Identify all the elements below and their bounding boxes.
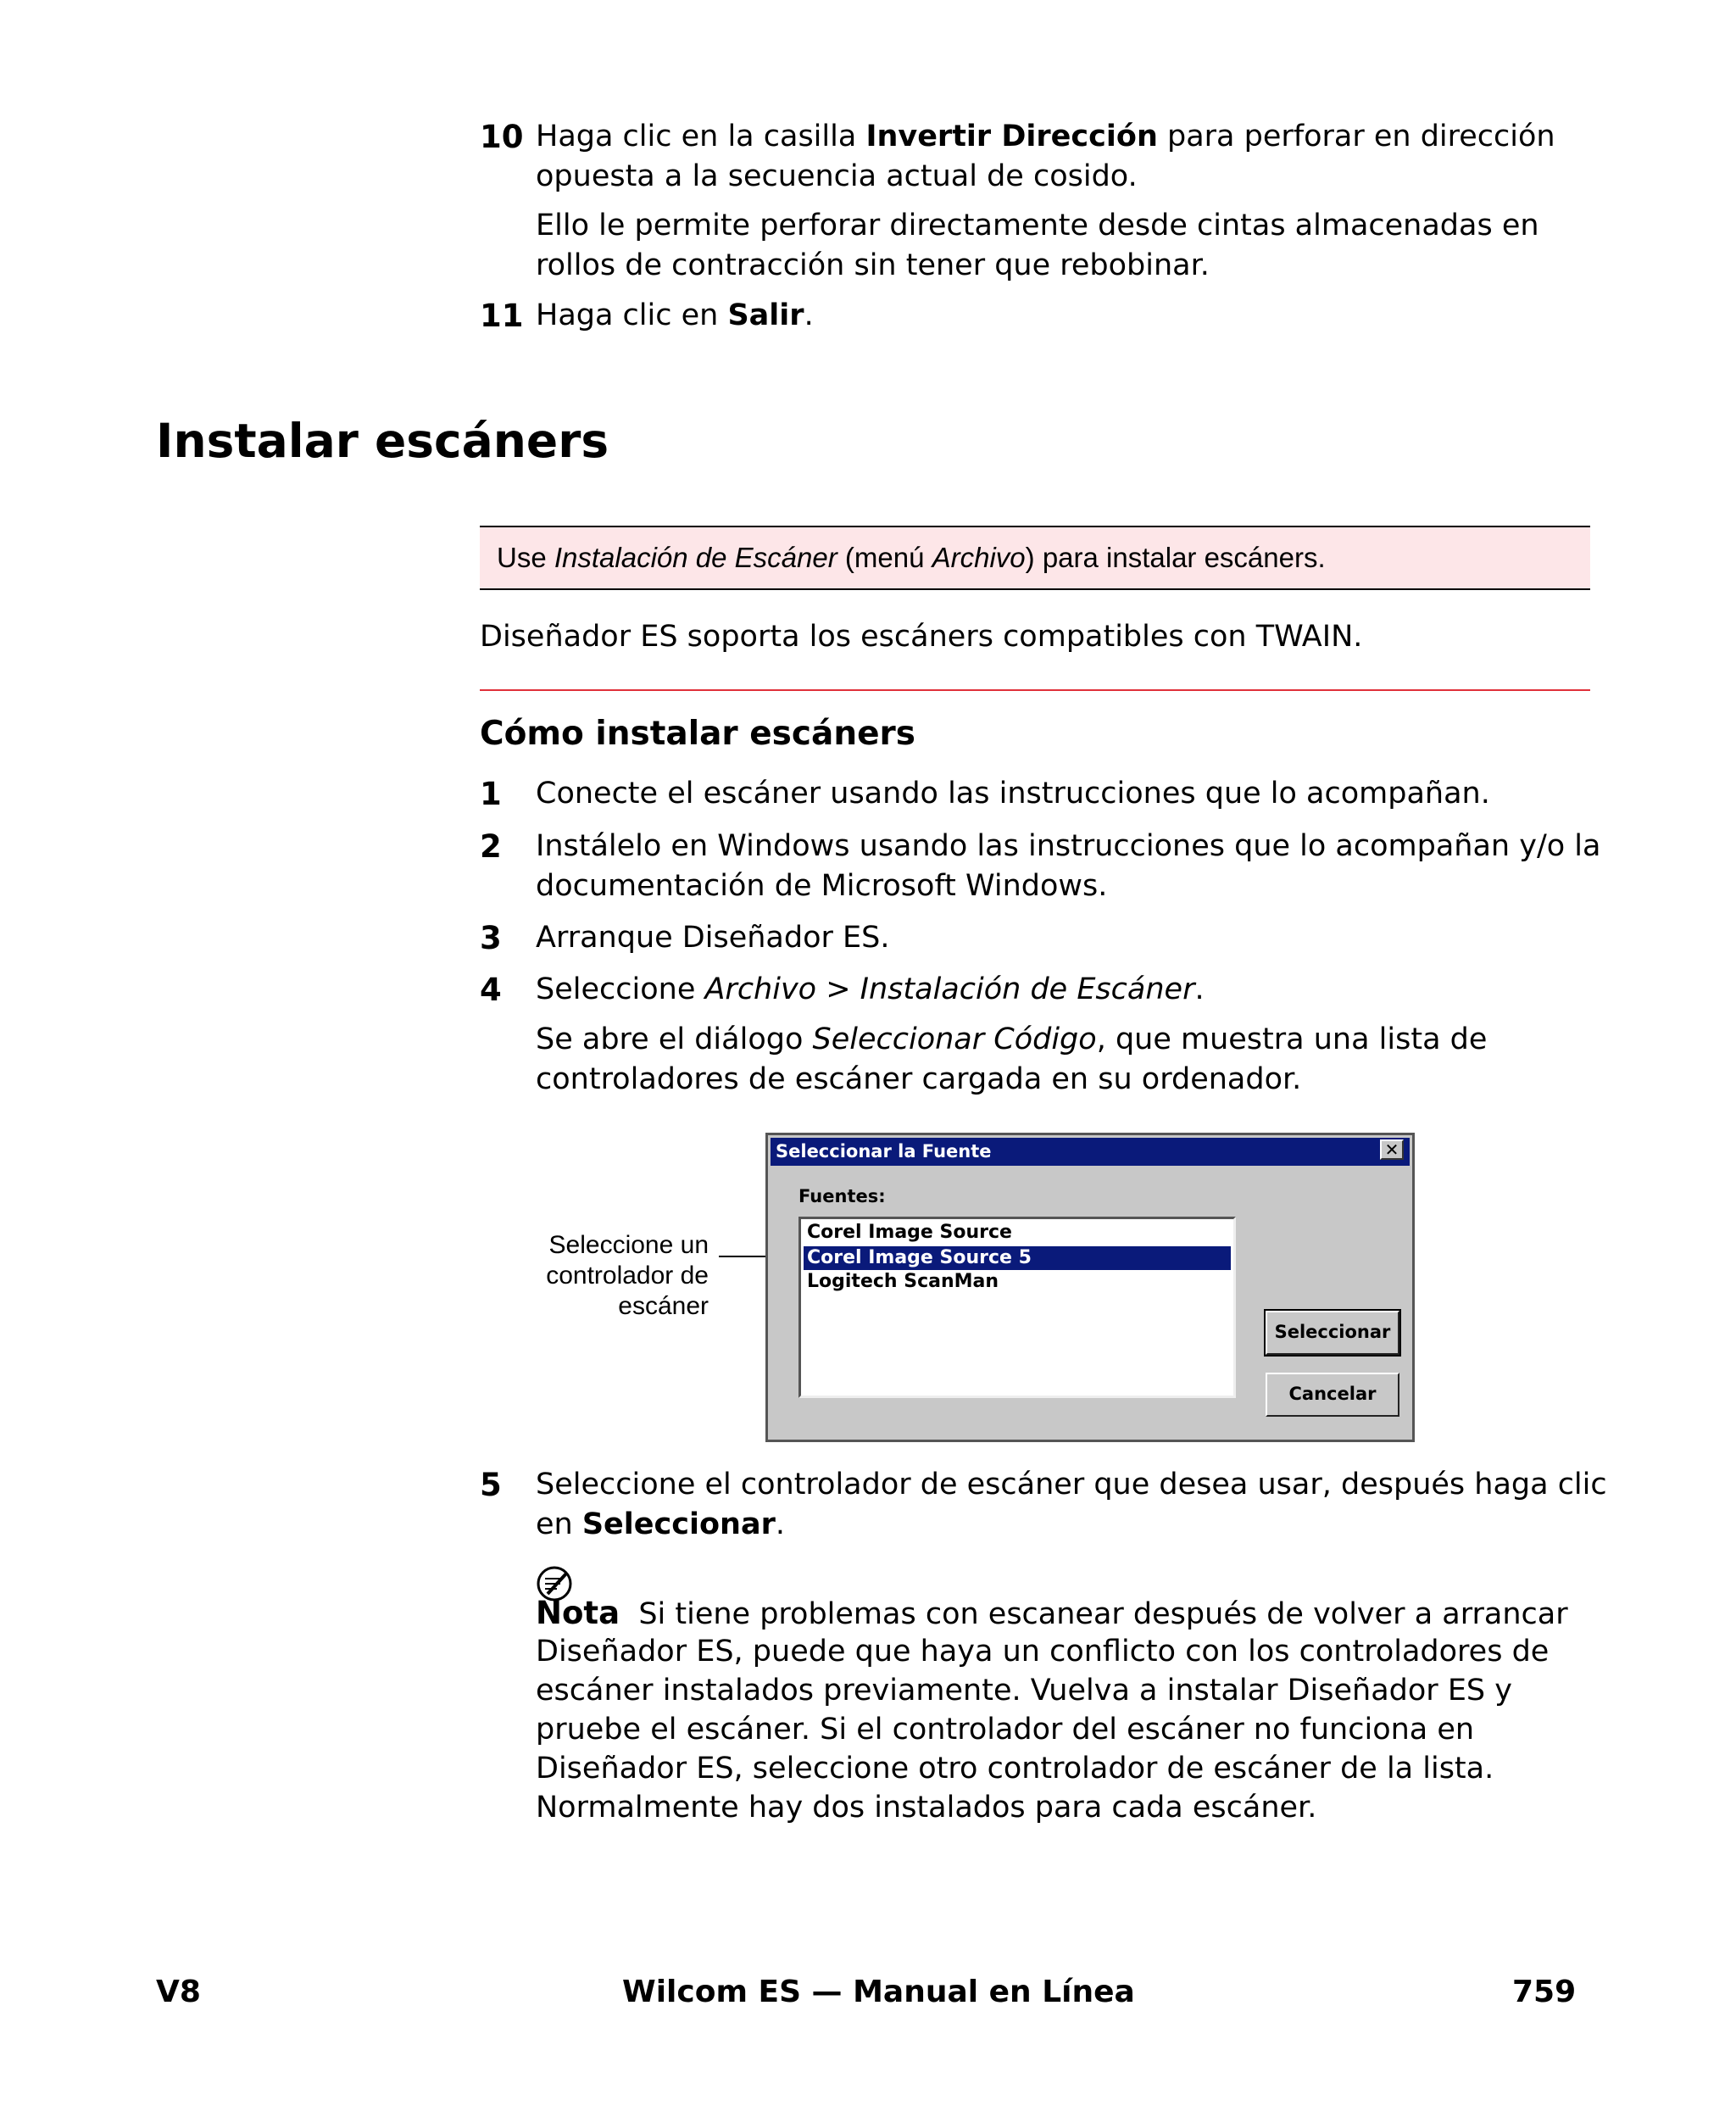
sources-listbox[interactable]: [798, 1217, 1236, 1398]
step-number: 4: [480, 972, 502, 1008]
note-text: pruebe el escáner. Si el controlador del escáner no funciona en: [536, 1713, 1475, 1747]
sources-label: Fuentes:: [798, 1186, 886, 1206]
step-number: 3: [480, 920, 502, 956]
note-text: Diseñador ES, puede que haya un conflicto con los controladores de: [536, 1635, 1550, 1669]
footer-page-number: 759: [1512, 1975, 1577, 2009]
intro-text: Diseñador ES soporta los escáners compatibles con TWAIN.: [480, 620, 1363, 654]
paragraph: controladores de escáner cargada en su ordenador.: [536, 1062, 1302, 1096]
step-number: 10: [480, 119, 524, 155]
dialog-title: Seleccionar la Fuente: [776, 1141, 992, 1162]
note-text: Nota Si tiene problemas con escanear después de volver a arrancar: [536, 1595, 1568, 1631]
select-button[interactable]: Seleccionar: [1266, 1311, 1399, 1355]
figure-caption: Seleccione un controlador de escáner: [546, 1231, 709, 1320]
step-text: documentación de Microsoft Windows.: [536, 869, 1108, 903]
step-text: Instálelo en Windows usando las instrucciones que lo acompañan y/o la: [536, 829, 1601, 863]
close-button[interactable]: [1380, 1139, 1404, 1160]
step-number: 5: [480, 1467, 502, 1503]
select-source-dialog: [765, 1133, 1415, 1442]
note-label: Nota: [536, 1595, 620, 1631]
step-text: Arranque Diseñador ES.: [536, 921, 890, 955]
step-text: Conecte el escáner usando las instrucciones que lo acompañan.: [536, 777, 1490, 811]
paragraph: Se abre el diálogo Seleccionar Código, que muestra una lista de: [536, 1022, 1488, 1056]
close-icon: ✕: [1384, 1139, 1399, 1160]
step-text: opuesta a la secuencia actual de cosido.: [536, 159, 1138, 193]
note-text: escáner instalados previamente. Vuelva a instalar Diseñador ES y: [536, 1674, 1512, 1708]
list-item[interactable]: Logitech ScanMan: [807, 1271, 999, 1292]
paragraph: rollos de contracción sin tener que rebobinar.: [536, 248, 1210, 282]
step-text: Seleccione el controlador de escáner que desea usar, después haga clic: [536, 1468, 1607, 1501]
cancel-button[interactable]: Cancelar: [1266, 1373, 1399, 1417]
subheading: Cómo instalar escáners: [480, 715, 915, 753]
dialog-titlebar: [771, 1138, 1410, 1166]
step-text: Haga clic en Salir.: [536, 298, 814, 332]
step-text: en Seleccionar.: [536, 1507, 785, 1541]
step-number: 1: [480, 776, 502, 812]
list-item-selected[interactable]: Corel Image Source 5: [804, 1246, 1231, 1270]
step-number: 11: [480, 298, 524, 334]
step-text: Seleccione Archivo > Instalación de Escáner.: [536, 972, 1205, 1006]
divider: [480, 689, 1590, 691]
footer-version: V8: [156, 1975, 201, 2009]
note-text: Diseñador ES, seleccione otro controlador de escáner de la lista.: [536, 1752, 1494, 1786]
note-text: Normalmente hay dos instalados para cada escáner.: [536, 1791, 1317, 1825]
list-item[interactable]: Corel Image Source: [807, 1222, 1012, 1243]
step-number: 2: [480, 828, 502, 865]
footer-title: Wilcom ES — Manual en Línea: [622, 1975, 1135, 2009]
paragraph: Ello le permite perforar directamente desde cintas almacenadas en: [536, 209, 1539, 242]
callout-box: Use Instalación de Escáner (menú Archivo) para instalar escáners.: [480, 526, 1590, 590]
step-text: Haga clic en la casilla Invertir Dirección para perforar en dirección: [536, 120, 1555, 153]
section-title: Instalar escáners: [156, 414, 609, 468]
